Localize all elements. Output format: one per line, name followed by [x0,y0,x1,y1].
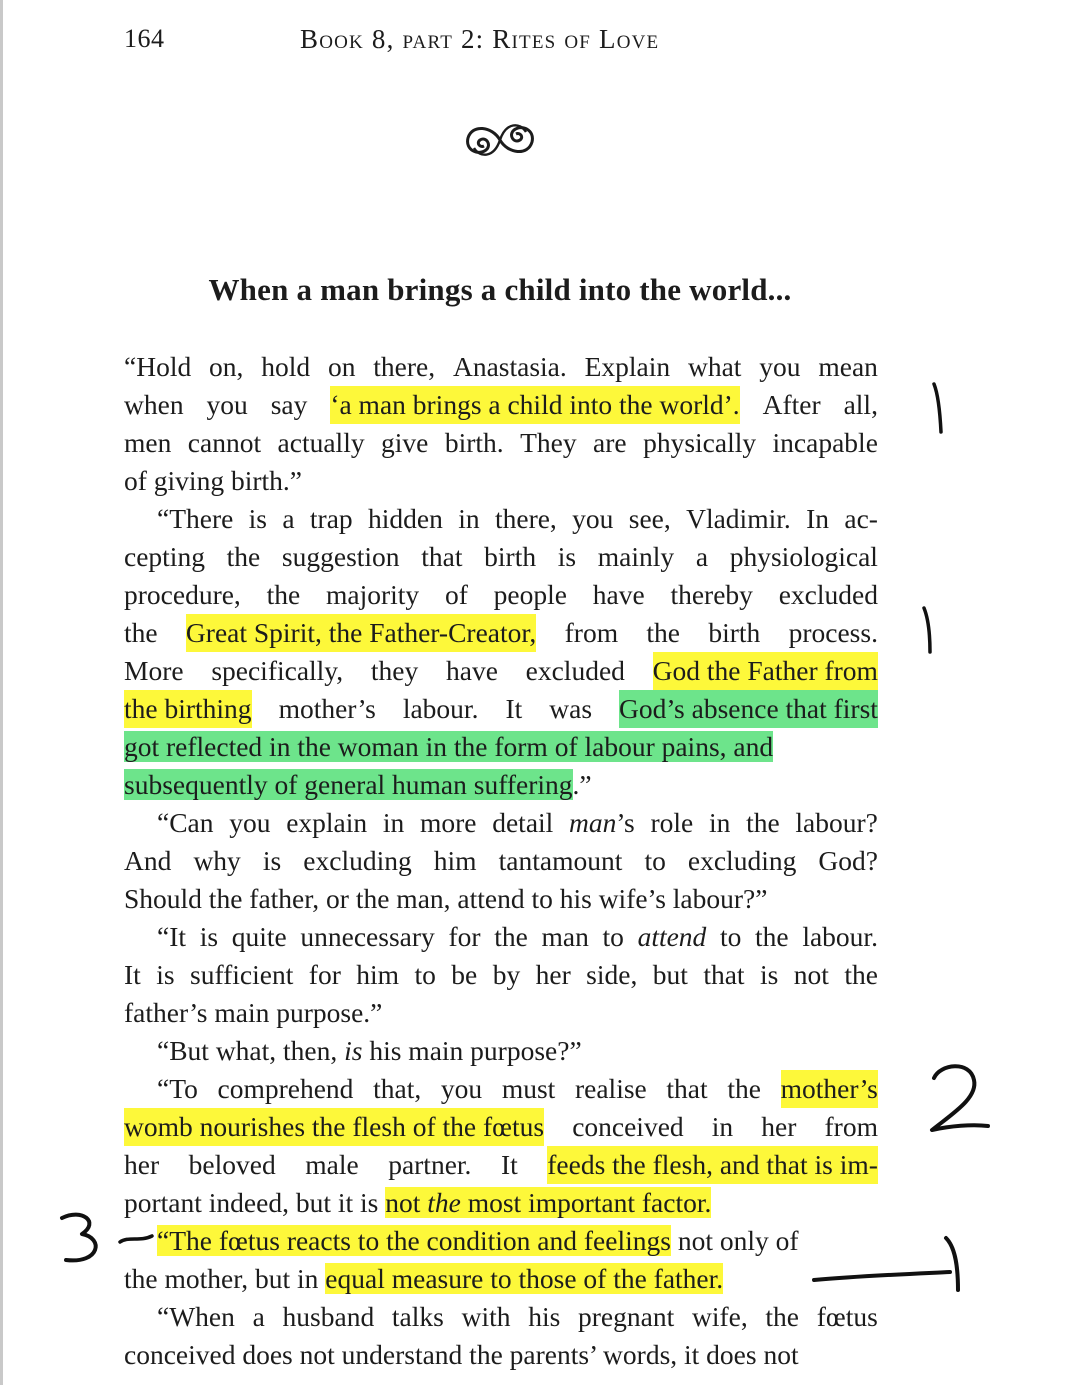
text-line: cepting the suggestion that birth is mainly a physiological [124,541,878,572]
highlight-yellow: God the Father from [653,652,878,690]
running-head: Book 8, part 2: Rites of Love [300,24,660,54]
page-edge [0,0,3,1385]
handwritten-mark-1a [928,378,952,438]
highlight-green: got reflected in the woman in the form of labour pains, and [124,731,774,762]
text-line: father’s main purpose.” [124,997,383,1028]
text-line: “But what, then, is his main purpose?” [157,1035,582,1066]
highlight-yellow: feeds the flesh, and that is im- [547,1146,878,1184]
text-line: her beloved male partner. It feeds the flesh, and that is im- [124,1146,878,1184]
text-line [124,728,878,766]
highlight-green: subsequently of general human suffering [124,769,573,800]
highlight-green: God’s absence that first [619,690,878,728]
page-number: 164 [124,24,165,53]
text-line: “Can you explain in more detail man’s role in the labour? [157,807,878,838]
highlight-yellow: womb nourishes the flesh of the fœtus [124,1108,544,1146]
highlight-yellow: ‘a man brings a child into the world’. [330,386,739,424]
text-line: subsequently of general human suffering.” [124,769,592,800]
text-line: “The fœtus reacts to the condition and feelings not only of [157,1225,799,1256]
handwritten-mark-2 [924,1060,994,1140]
text-line: More specifically, they have excluded God the Father from [124,652,878,690]
highlight-yellow: mother’s [781,1070,878,1108]
highlight-yellow: equal measure to those of the father. [325,1263,724,1294]
text-line: when you say ‘a man brings a child into the world’. After all, [124,386,878,424]
section-title: When a man brings a child into the world... [208,272,792,307]
text-line: of giving birth.” [124,465,302,496]
text-line: the birthing mother’s labour. It was God’s absence that first [124,690,878,728]
handwritten-mark-1b [918,600,942,660]
highlight-yellow: Great Spirit, the Father-Creator, [186,614,536,652]
text-line: portant indeed, but it is not the most important factor. [124,1187,712,1218]
text-line: And why is excluding him tantamount to excluding God? [124,845,878,876]
highlight-yellow: the birthing [124,690,252,728]
text-line: “Hold on, hold on there, Anastasia. Explain what you mean [124,351,878,382]
text-line: procedure, the majority of people have thereby excluded [124,579,878,610]
highlight-yellow: not the most important factor. [385,1187,712,1218]
highlight-yellow: “The fœtus reacts to the condition and feelings [157,1225,671,1256]
text-line: the mother, but in equal measure to those of the father. [124,1263,724,1294]
text-line: “To comprehend that, you must realise that the mother’s [157,1070,878,1108]
text-line: the Great Spirit, the Father-Creator, from the birth process. [124,614,878,652]
text-line: womb nourishes the flesh of the fœtus conceived in her from [124,1108,878,1146]
text-line: “When a husband talks with his pregnant wife, the fœtus [157,1301,878,1332]
text-line: men cannot actually give birth. They are physically incapable [124,427,878,458]
fleuron-ornament-icon [462,118,538,162]
text-line: conceived does not understand the parents’ words, it does not [124,1339,799,1370]
text-line: Should the father, or the man, attend to his wife’s labour?” [124,883,768,914]
text-line: “There is a trap hidden in there, you see, Vladimir. In ac- [157,503,878,534]
text-line: “It is quite unnecessary for the man to attend to the labour. [157,921,878,952]
text-line: It is sufficient for him to be by her side, but that is not the [124,959,878,990]
